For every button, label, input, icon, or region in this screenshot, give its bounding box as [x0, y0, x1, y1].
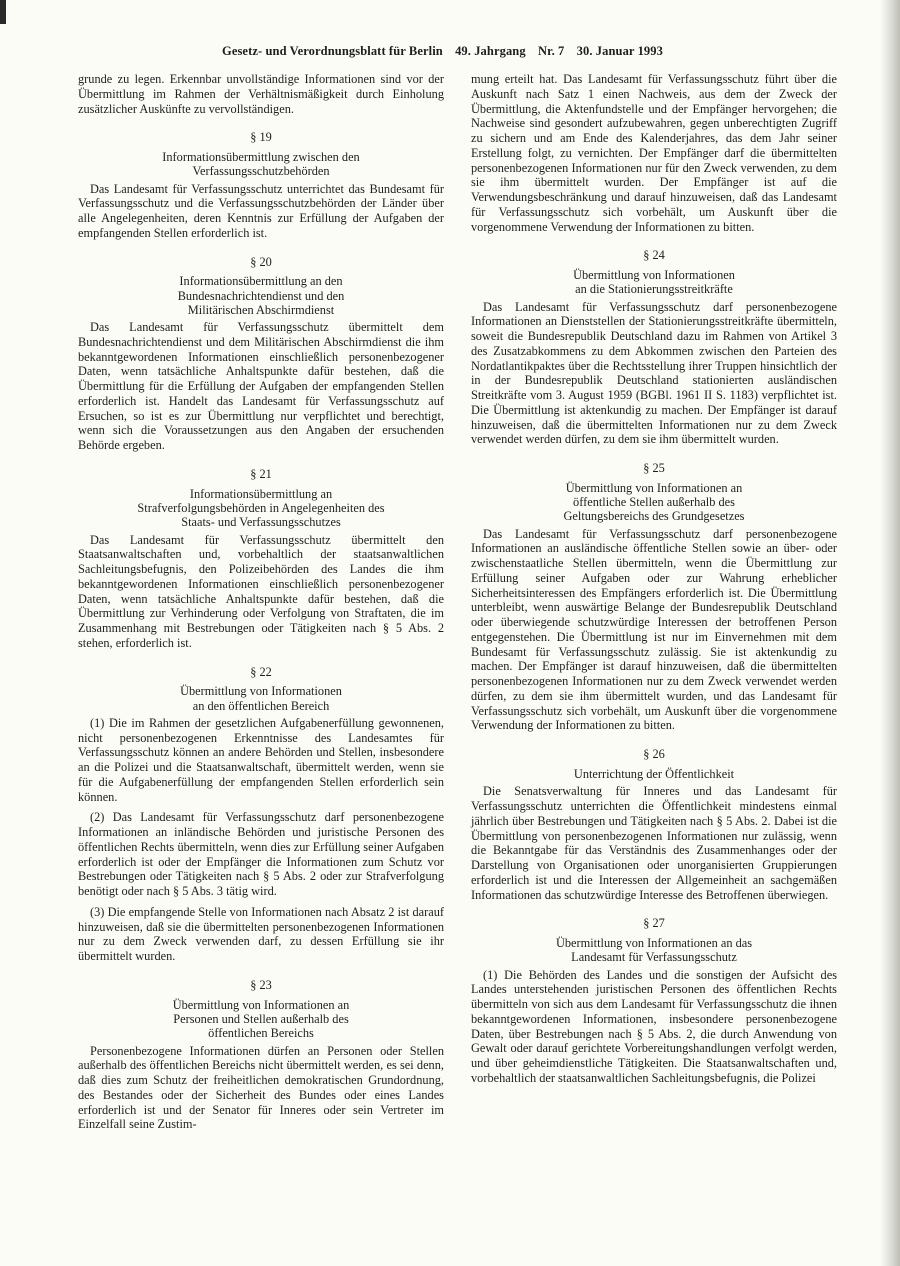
section-title-line: Geltungsbereichs des Grundgesetzes [563, 509, 745, 524]
section-title-26 [471, 767, 837, 781]
section-title-line: öffentliche Stellen außerhalb des [573, 495, 735, 510]
section-title-23 [78, 998, 444, 1041]
section-title-27 [471, 936, 837, 965]
publication-title: Gesetz- und Verordnungsblatt für Berlin [222, 44, 443, 58]
section-title-line: Landesamt für Verfassungsschutz [571, 950, 737, 965]
section-title-20 [78, 274, 444, 317]
section-number-24: § 24 [643, 248, 665, 263]
section-text-23: Personenbezogene Informationen dürfen an Personen oder Stellen außerhalb des öffentlichen Bereichs nicht übermittelt werden, es sei denn, daß dies zum Schutz der freiheitlichen demokratischen Grundordnung, des Bestandes oder der Sicherheit des Bundes oder eines Landes erforderlich ist und der Senator für Inneres oder sein Vertreter im Einzelfall seine Zustim- [78, 1043, 444, 1132]
section-title-line: Informationsübermittlung an [189, 486, 333, 501]
continued-paragraph: grunde zu legen. Erkennbar unvollständige Informationen sind vor der Übermittlung im Rahmen der Verhältnismäßigkeit durch Einholung zusätzlicher Auskünfte zu vervollständigen. [78, 72, 444, 116]
section-title-line: Übermittlung von Informationen [180, 684, 342, 699]
section-text-24: Das Landesamt für Verfassungsschutz darf personenbezogene Informationen an Dienststellen der Stationierungsstreitkräfte übermitteln, soweit die Bundesrepublik Deutschland dazu im Rahmen von Artikel 3 des Zusatzabkommens zu dem Abkommen zwischen den Parteien des Nordatlantikpaktes über die Rechtsstellung ihrer Truppen hinsichtlich der in der Bundesrepublik Deutschland stationierten ausländischen Streitkräfte vom 3. August 1959 (BGBl. 1961 II S. 1183) verpflichtet ist. Die Übermittlung ist aktenkundig zu machen. Der Empfänger ist darauf hinzuweisen, daß die übermittelten Informationen nur zu dem Zweck verwendet werden dürfen, zu dem sie ihm übermittelt wurden. [471, 299, 837, 447]
section-number-22: § 22 [250, 664, 272, 679]
volume: 49. Jahrgang [455, 44, 526, 58]
section-22-paragraph-2: (2) Das Landesamt für Verfassungsschutz darf personenbezogene Informationen an inländische Behörden und juristische Personen des öffentlichen Rechts übermitteln, wenn dies zur Erfüllung seiner Aufgaben erforderlich ist oder der Empfänger die Informationen zum Schutz vor Bestrebungen oder Tätigkeiten nach § 5 Abs. 2 oder zur Strafverfolgung benötigt oder nach § 5 Abs. 3 tätig wird. [78, 810, 444, 899]
section-text-25: Das Landesamt für Verfassungsschutz darf personenbezogene Informationen an ausländische öffentliche Stellen sowie an über- oder zwischenstaatliche Stellen übermitteln, wenn die Übermittlung zur Erfüllung seiner Aufgaben oder zur Wahrung erheblicher Sicherheitsinteressen des Empfängers erforderlich ist. Die Übermittlung unterbleibt, wenn auswärtige Belange der Bundesrepublik Deutschland oder überwiegende schutzwürdige Interessen der betroffenen Person entgegenstehen. Die Übermittlung ist nur im Einvernehmen mit dem Bundesamt für Verfassungsschutz zulässig. Sie ist aktenkundig zu machen. Der Empfänger ist darauf hinzuweisen, daß die übermittelten personenbezogenen Informationen nur zu dem Zweck verwendet werden dürfen, zu dem sie ihm übermittelt wurden, und das Landesamt für Verfassungsschutz sich vorbehält, um Auskunft über die vorgenommene Verwendung der Informationen zu bitten. [471, 526, 837, 733]
section-title-line: Informationsübermittlung zwischen den [162, 150, 360, 164]
section-title-line: an den öffentlichen Bereich [192, 698, 330, 713]
section-text-27: (1) Die Behörden des Landes und die sonstigen der Aufsicht des Landes unterstehenden juristischen Personen des öffentlichen Rechts übermitteln von sich aus dem Landesamt für Verfassungsschutz die ihnen bekanntgewordenen Informationen, insbesondere personenbezogene Daten, über Bestrebungen nach § 5 Abs. 2, die durch Anwendung von Gewalt oder darauf gerichtete Vorbereitungshandlungen verfolgt werden, und über geheimdienstliche Tätigkeiten. Die Staatsanwaltschaften und, vorbehaltlich der staatsanwaltlichen Sachleitungsbefugnis, die Polizei [471, 967, 837, 1085]
section-number-20: § 20 [250, 254, 272, 269]
section-title-line: öffentlichen Bereichs [208, 1026, 314, 1041]
section-number-26: § 26 [643, 747, 665, 762]
section-number-23: § 23 [250, 977, 272, 992]
section-22-paragraph-1: (1) Die im Rahmen der gesetzlichen Aufgabenerfüllung gewonnenen, nicht personenbezogenen Erkenntnisse des Landesamtes für Verfassungsschutz können an andere Behörden und Stellen, insbesondere an die Polizei und die Staatsanwaltschaft, übermittelt werden, wenn sie für die Aufgabenerfüllung der empfangenden Stellen erforderlich sein können. [78, 715, 444, 804]
page-header [222, 44, 702, 59]
section-text-19: Das Landesamt für Verfassungsschutz unterrichtet das Bundesamt für Verfassungsschutz und die Verfassungsschutzbehörden der Länder über alle Angelegenheiten, deren Kenntnis zur Erfüllung der Aufgaben der empfangenden Stellen erforderlich ist. [78, 181, 444, 240]
section-title-line: Unterrichtung der Öffentlichkeit [573, 766, 735, 781]
section-title-line: Übermittlung von Informationen an das [555, 936, 753, 951]
scan-page-edge [880, 0, 900, 1266]
section-title-line: Strafverfolgungsbehörden in Angelegenheiten des [137, 501, 385, 516]
section-title-line: Staats- und Verfassungsschutzes [181, 515, 341, 530]
section-number-19: § 19 [250, 130, 272, 145]
issue-number: Nr. 7 [537, 44, 565, 58]
section-number-21: § 21 [250, 466, 272, 481]
section-number-25: § 25 [643, 461, 665, 476]
section-title-line: Verfassungsschutzbehörden [192, 164, 330, 179]
issue-date: 30. Januar 1993 [576, 44, 663, 58]
section-title-line: an die Stationierungsstreitkräfte [575, 282, 733, 297]
continued-paragraph: mung erteilt hat. Das Landesamt für Verfassungsschutz führt über die Auskunft nach Satz 1 einen Nachweis, aus dem der Zweck der Übermittlung, die Aktenfundstelle und der Empfänger hervorgehen; die Nachweise sind gesondert aufzubewahren, gegen unberechtigten Zugriff zu sichern und am Ende des Kalenderjahres, das dem Jahr seiner Erstellung folgt, zu vernichten. Der Empfänger darf die übermittelten personenbezogenen Informationen nur für den Zweck verwenden, zu dem sie ihm übermittelt wurden. Der Empfänger ist auf die Verwendungsbeschränkung und darauf hinzuweisen, daß das Landesamt für Verfassungsschutz sich vorbehält, um Auskunft über die vorgenommene Verwendung der Informationen zu bitten. [471, 72, 837, 234]
right-column [471, 72, 837, 1092]
section-title-24 [471, 268, 837, 297]
section-title-line: Übermittlung von Informationen [573, 268, 735, 282]
section-title-line: Militärischen Abschirmdienst [187, 302, 335, 317]
section-number-27: § 27 [643, 916, 665, 931]
section-text-26: Die Senatsverwaltung für Inneres und das Landesamt für Verfassungsschutz unterrichten die Öffentlichkeit mindestens einmal jährlich über Bestrebungen und Tätigkeiten nach § 5 Abs. 2. Dabei ist die Übermittlung von personenbezogenen Informationen nur zulässig, wenn die Bekanntgabe für das Verständnis des Zusammenhanges oder der Darstellung von Organisationen oder unorganisierten Gruppierungen erforderlich ist und die Interessen der Allgemeinheit an sachgemäßen Informationen das schutzwürdige Interesse des Betroffenen überwiegen. [471, 784, 837, 902]
section-title-25 [471, 481, 837, 524]
section-22-paragraph-3: (3) Die empfangende Stelle von Informationen nach Absatz 2 ist darauf hinzuweisen, daß sie die übermittelten personenbezogenen Informationen nur zu dem Zweck verwenden darf, zu dessen Erfüllung sie ihr übermittelt wurden. [78, 904, 444, 964]
section-text-21: Das Landesamt für Verfassungsschutz übermittelt den Staatsanwaltschaften und, vorbehaltlich der staatsanwaltlichen Sachleitungsbefugnis, den Polizeibehörden des Landes die ihm bekanntgewordenen Informationen einschließlich personenbezogener Daten, wenn tatsächliche Anhaltspunkte dafür bestehen, daß die Übermittlung zur Verhinderung oder Verfolgung von Straftaten, die im Zusammenhang mit Bestrebungen oder Tätigkeiten nach § 5 Abs. 2 stehen, erforderlich ist. [78, 532, 444, 650]
section-title-line: Übermittlung von Informationen an [565, 480, 743, 495]
section-text-20: Das Landesamt für Verfassungsschutz übermittelt dem Bundesnachrichtendienst und dem Militärischen Abschirmdienst die ihm bekanntgewordenen Informationen einschließlich personenbezogener Daten, wenn tatsächliche Anhaltspunkte dafür bestehen, daß die Übermittlung für die Erfüllung der Aufgaben der empfangenden Stellen erforderlich ist. Handelt das Landesamt für Verfassungsschutz auf Ersuchen, so ist es zur Übermittlung nur verpflichtet und berechtigt, wenn sich die Voraussetzungen aus den Angaben der ersuchenden Behörde ergeben. [78, 320, 444, 453]
section-title-line: Informationsübermittlung an den [179, 274, 343, 289]
section-title-line: Übermittlung von Informationen an [172, 997, 350, 1012]
left-column [78, 72, 444, 1138]
section-title-21 [78, 487, 444, 530]
section-title-line: Personen und Stellen außerhalb des [173, 1012, 349, 1027]
section-title-19 [78, 150, 444, 179]
scan-edge-mark [0, 0, 6, 24]
section-title-22 [78, 684, 444, 713]
section-title-line: Bundesnachrichtendienst und den [177, 288, 345, 303]
